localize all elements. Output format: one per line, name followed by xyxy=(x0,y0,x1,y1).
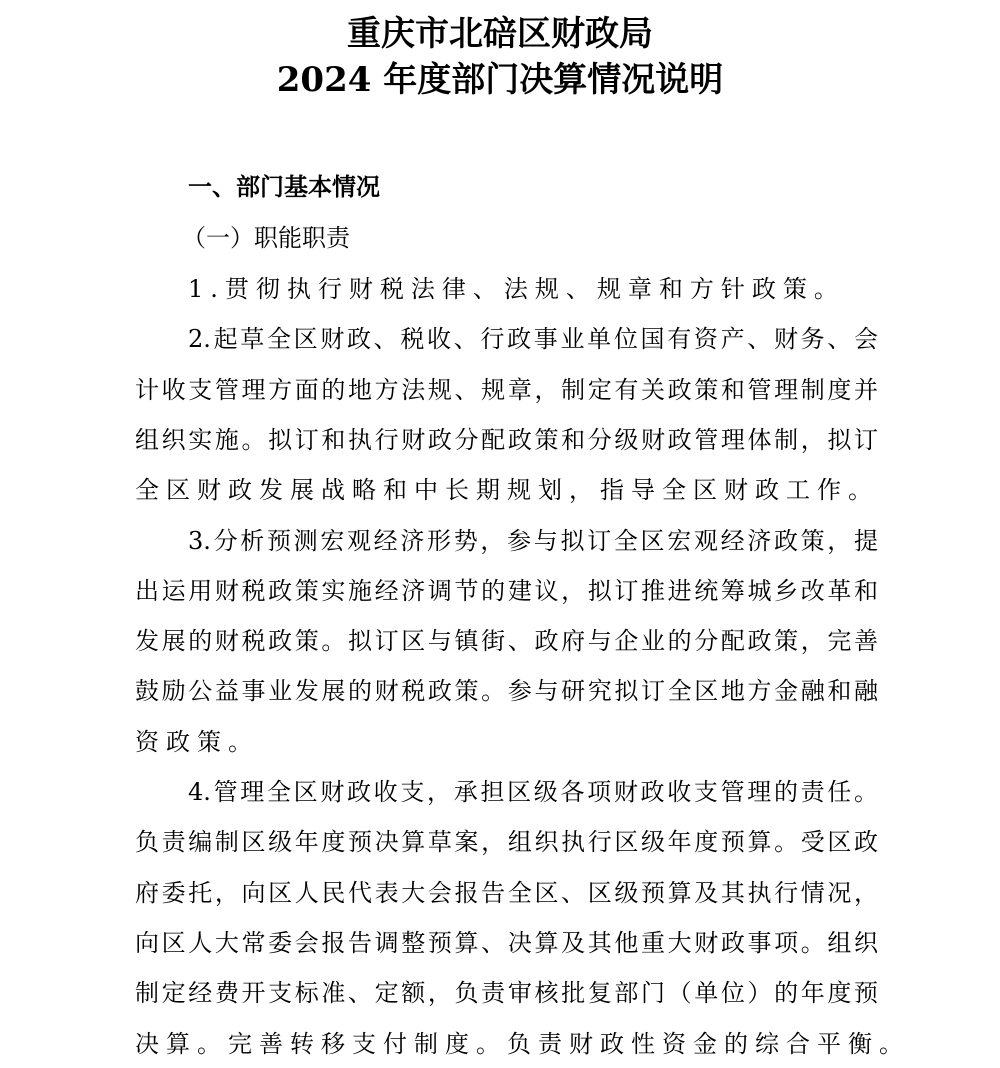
paragraph-4-line: 负责编制区级年度预决算草案，组织执行区级年度预算。受区政 xyxy=(135,828,878,857)
paragraph-4-line: 府委托，向区人民代表大会报告全区、区级预算及其执行情况， xyxy=(135,878,878,907)
paragraph-3-line: 鼓励公益事业发展的财税政策。参与研究拟订全区地方金融和融 xyxy=(135,677,878,706)
paragraph-2-line: 2.起草全区财政、税收、行政事业单位国有资产、财务、会 xyxy=(188,325,878,354)
paragraph-3-line: 出运用财税政策实施经济调节的建议，拟订推进统筹城乡改革和 xyxy=(135,576,878,605)
paragraph-1-line: 1.贯彻执行财税法律、法规、规章和方针政策。 xyxy=(188,275,845,303)
paragraph-2-line: 计收支管理方面的地方法规、规章，制定有关政策和管理制度并 xyxy=(135,375,878,404)
paragraph-2-line: 组织实施。拟订和执行财政分配政策和分级财政管理体制，拟订 xyxy=(135,425,878,454)
paragraph-3-line: 发展的财税政策。拟订区与镇街、政府与企业的分配政策，完善 xyxy=(135,627,878,656)
subsection-heading: （一）职能职责 xyxy=(182,224,350,252)
paragraph-2-line: 全区财政发展战略和中长期规划，指导全区财政工作。 xyxy=(135,476,879,505)
paragraph-4-line: 决算。完善转移支付制度。负责财政性资金的综合平衡。 xyxy=(135,1029,910,1058)
paragraph-3-line: 3.分析预测宏观经济形势，参与拟订全区宏观经济政策，提 xyxy=(188,526,878,555)
document-title-line1: 重庆市北碚区财政局 xyxy=(347,14,653,54)
paragraph-4-line: 4.管理全区财政收支，承担区级各项财政收支管理的责任。 xyxy=(188,778,878,806)
section-heading: 一、部门基本情况 xyxy=(188,173,380,201)
paragraph-4-line: 向区人大常委会报告调整预算、决算及其他重大财政事项。组织 xyxy=(135,928,878,957)
paragraph-3-line: 资政策。 xyxy=(135,727,259,756)
paragraph-4-line: 制定经费开支标准、定额，负责审核批复部门（单位）的年度预 xyxy=(135,979,878,1008)
document-title-line2: 2024 年度部门决算情况说明 xyxy=(276,60,724,100)
